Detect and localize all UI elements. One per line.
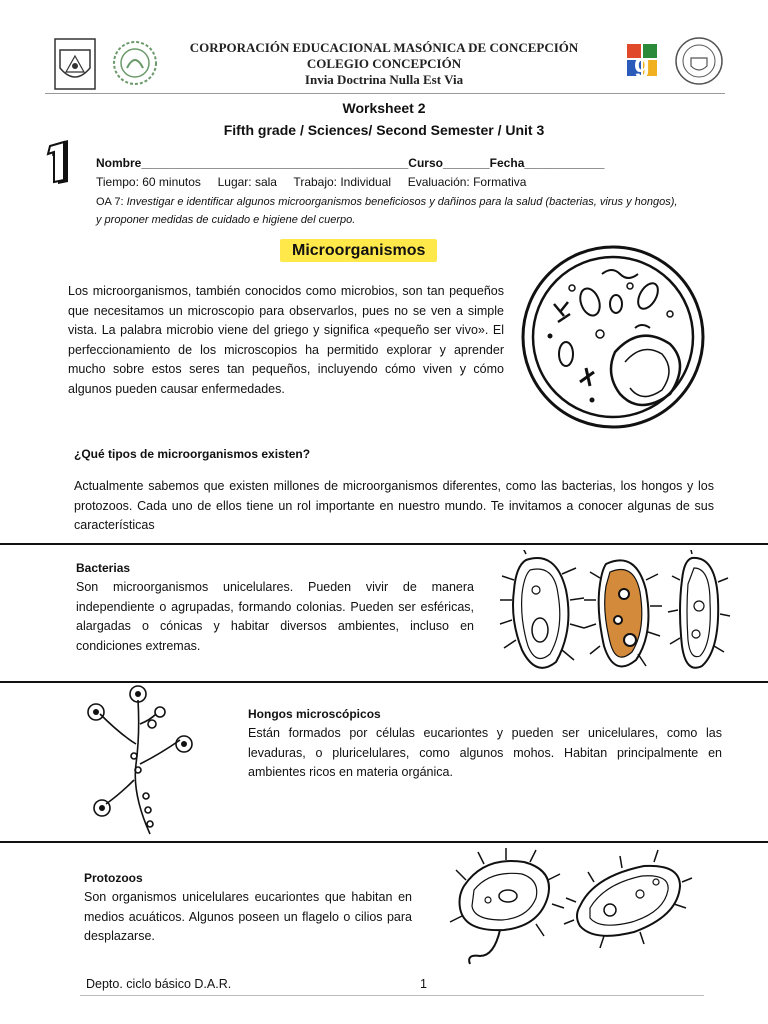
oa-label: OA 7: [96, 196, 127, 208]
section-divider [0, 841, 768, 843]
info-line: Tiempo: 60 minutos Lugar: sala Trabajo: Individual Evaluación: Formativa [96, 175, 527, 189]
section-divider [0, 681, 768, 683]
svg-text:g: g [634, 48, 650, 78]
section-divider [0, 543, 768, 545]
petri-dish-illustration [520, 244, 706, 430]
hongos-text: Están formados por células eucariontes y pueden ser unicelulares, como las levaduras, o pluricelulares, como algunos mohos. Habitan principalmente en ambientes ricos en materia orgánica. [248, 726, 722, 779]
nombre-line: Nombre________________________________________Curso_______Fecha____________ [96, 156, 605, 170]
header-motto: Invia Doctrina Nulla Est Via [304, 72, 464, 87]
number-badge [44, 138, 78, 188]
oa-text: Investigar e identificar algunos microorganismos beneficiosos y dañinos para la salud (bacterias, virus y hongos), y proponer medidas de cuidado e higiene del cuerpo. [96, 196, 678, 226]
hongos-title: Hongos microscópicos [248, 707, 381, 721]
bacteria-illustration [496, 550, 736, 678]
page-number: 1 [420, 977, 427, 991]
bacterias-text: Son microorganismos unicelulares. Pueden vivir de manera independiente o agrupadas, formando colonias. Pueden ser esféricas, alargadas o cónicas y habitar diversos ambientes, incluso en condiciones extremas. [76, 580, 474, 653]
header-rule [45, 93, 725, 94]
protozoos-text: Son organismos unicelulares eucariontes que habitan en medios acuáticos. Algunos poseen un flagelo o cilios para desplazarse. [84, 890, 412, 943]
types-paragraph: Actualmente sabemos que existen millones de microorganismos diferentes, como las bacterias, los hongos y los protozoos. Cada uno de ellos tiene un rol importante en nuestro mundo. Te invitamos a conocer algunas de sus características [74, 479, 714, 532]
worksheet-subtitle: Fifth grade / Sciences/ Second Semester / Unit 3 [223, 122, 545, 138]
bacterias-title: Bacterias [76, 561, 131, 575]
protozoos-title: Protozoos [84, 871, 143, 885]
types-question: ¿Qué tipos de microorganismos existen? [74, 447, 311, 461]
header-institution: CORPORACIÓN EDUCACIONAL MASÓNICA DE CONCEPCIÓN [189, 40, 579, 55]
oa-objective [96, 193, 686, 229]
footer-rule [80, 995, 704, 996]
worksheet-title: Worksheet 2 [342, 100, 426, 116]
protozoa-illustration [444, 846, 694, 970]
fungi-illustration [80, 684, 204, 840]
header-school: COLEGIO CONCEPCIÓN [306, 56, 462, 71]
intro-heading: Microorganismos [280, 239, 437, 262]
footer-department: Depto. ciclo básico D.A.R. [86, 977, 232, 991]
intro-paragraph: Los microorganismos, también conocidos como microbios, son tan pequeños que necesitamos un microscopio para observarlos, pues no se ven a simple vista. La palabra microbio viene del griego y significa «pequeño ser vivo». El perfeccionamiento de los microscopios ha permitido explorar y aprender mucho sobre estos seres tan pequeños, incluyendo cómo viven y cómo algunos pueden causar enfermedades. [68, 284, 504, 396]
